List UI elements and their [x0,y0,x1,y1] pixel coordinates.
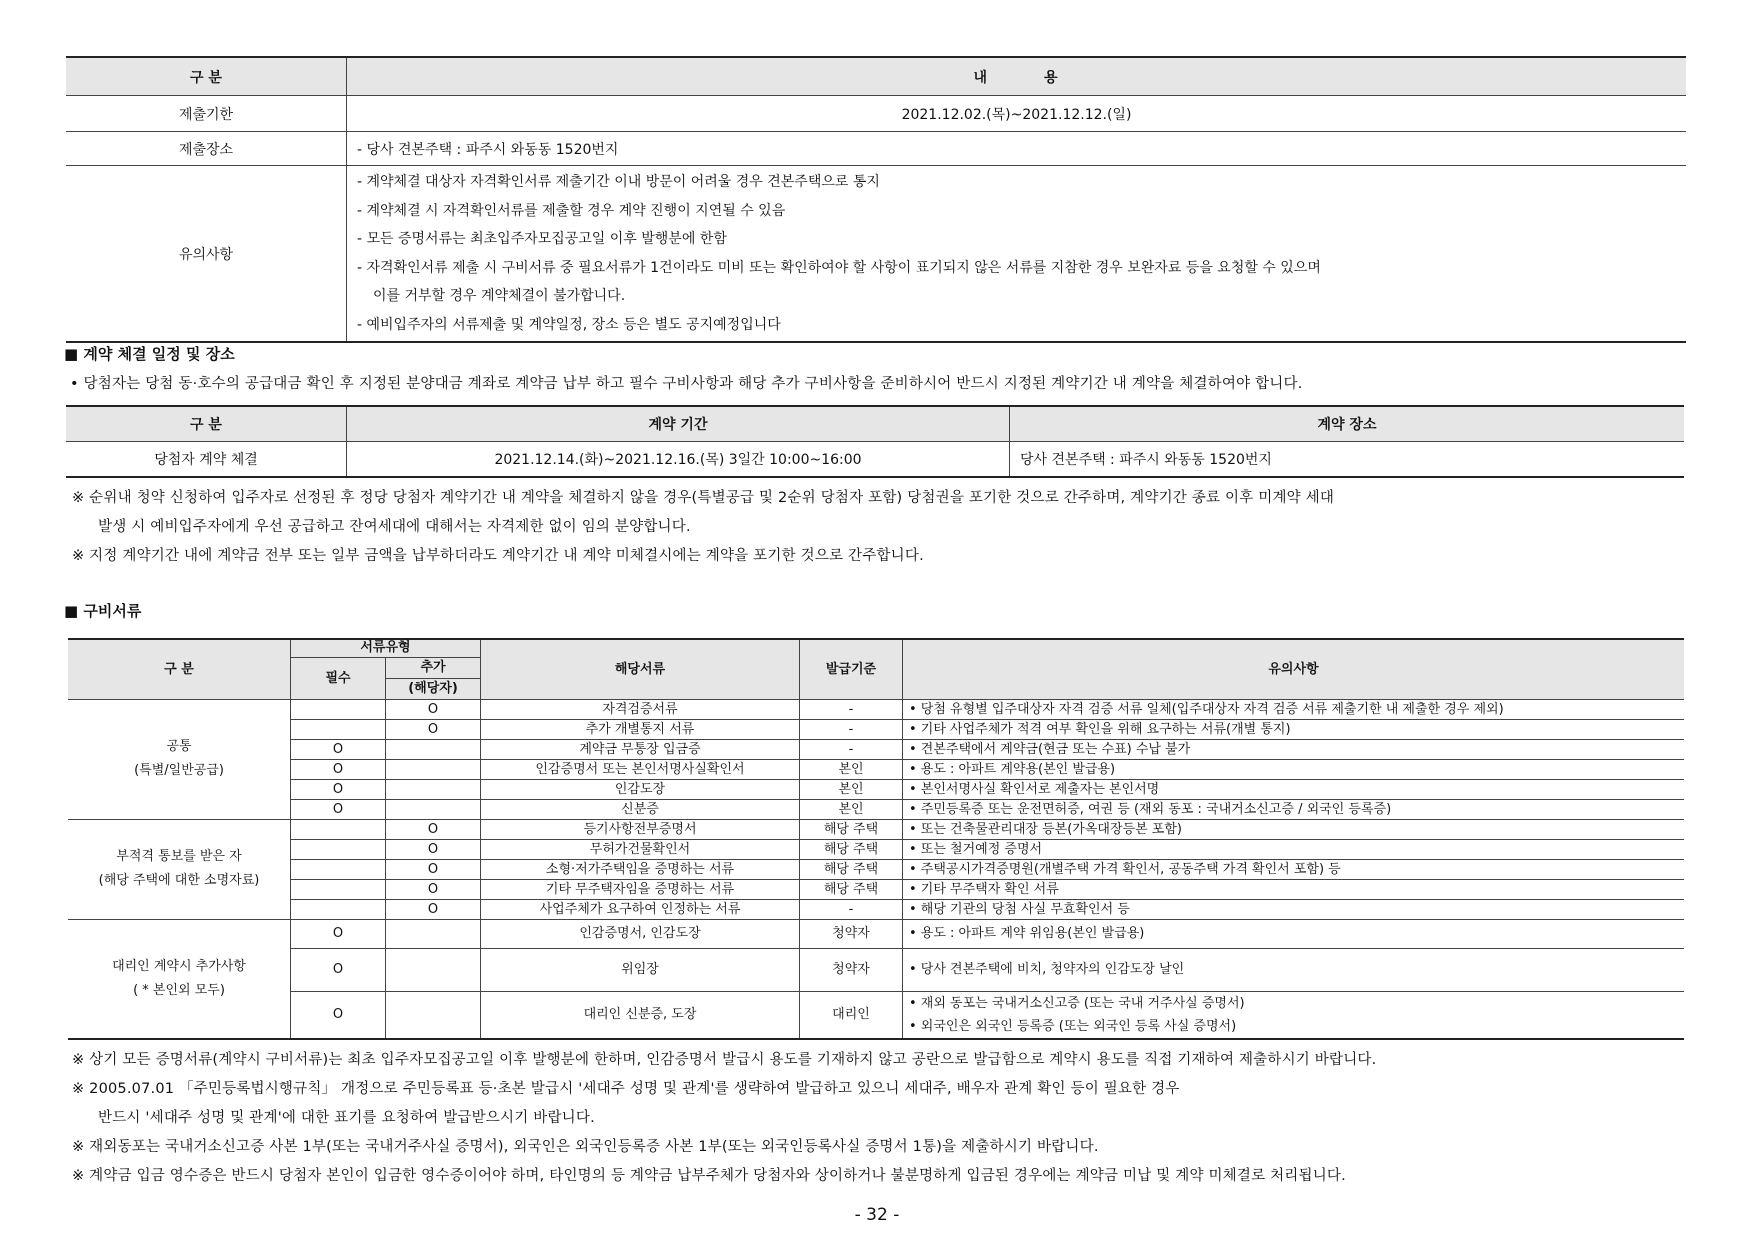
deadline-label: 제출기한 [66,96,347,132]
group-ineligible [68,819,291,919]
issue-basis: - [800,699,903,719]
header-extra: 추가 [386,657,481,678]
row-place: 당사 견본주택 : 파주시 와동동 1520번지 [1010,442,1685,478]
required-mark: O [291,759,386,779]
extra-mark [386,779,481,799]
document-note: • 당사 견본주택에 비치, 청약자의 인감도장 날인 [903,948,1685,991]
note-line: - 모든 증명서류는 최초입주자모집공고일 이후 발행분에 한함 [357,231,727,247]
issue-basis: 청약자 [800,948,903,991]
header-doc: 해당서류 [481,639,800,699]
document-name: 위임장 [481,948,800,991]
notes-label: 유의사항 [66,166,347,343]
document-note: • 주민등록증 또는 운전면허증, 여권 등 (재외 동포 : 국내거소신고증 / 외국인 등록증) [903,799,1685,819]
document-name: 등기사항전부증명서 [481,819,800,839]
document-name: 무허가건물확인서 [481,839,800,859]
document-note: • 당첨 유형별 입주대상자 자격 검증 서류 일체(입주대상자 자격 검증 서류 제출기한 내 제출한 경우 제외) [903,699,1685,719]
page-number: - 32 - [854,1205,900,1225]
required-mark [291,699,386,719]
document-name: 기타 무주택자임을 증명하는 서류 [481,879,800,899]
extra-mark: O [386,699,481,719]
extra-mark [386,919,481,948]
document-notes [72,1046,1376,1191]
section-title-contract: ■ 계약 체결 일정 및 장소 [64,345,235,363]
header-required: 필수 [291,657,386,699]
document-name: 신분증 [481,799,800,819]
document-name: 계약금 무통장 입금증 [481,739,800,759]
group-sublabel: ( * 본인외 모두) [133,982,225,998]
document-note: • 기타 사업주체가 적격 여부 확인을 위해 요구하는 서류(개별 통지) [903,719,1685,739]
header-note: 유의사항 [903,639,1685,699]
group-sublabel: (특별/일반공급) [134,763,224,778]
header-category: 구 분 [66,57,347,96]
required-documents-table [68,638,1684,1040]
required-mark [291,879,386,899]
row-category: 당첨자 계약 체결 [66,442,347,478]
document-note: • 용도 : 아파트 계약 위임용(본인 발급용) [903,919,1685,948]
header-content: 내 용 [347,57,1687,96]
note-line: • 재외 동포는 국내거소신고증 (또는 국내 거주사실 증명서) [909,995,1245,1011]
document-note: • 견본주택에서 계약금(현금 또는 수표) 수납 불가 [903,739,1685,759]
header-period: 계약 기간 [347,406,1010,442]
header-extra-target: (해당자) [386,678,481,699]
extra-mark: O [386,879,481,899]
issue-basis: 본인 [800,799,903,819]
document-name: 대리인 신분증, 도장 [481,991,800,1039]
note-line: ※ 계약금 입금 영수증은 반드시 당첨자 본인이 입금한 영수증이어야 하며, 타인명의 등 계약금 납부주체가 당첨자와 상이하거나 불분명하게 입금된 경우에는 계약금 미납 및 계약 미체결로 처리됩니다. [72,1168,1346,1184]
extra-mark: O [386,719,481,739]
issue-basis: 청약자 [800,919,903,948]
note-line: - 계약체결 시 자격확인서류를 제출할 경우 계약 진행이 지연될 수 있음 [357,202,786,219]
required-mark: O [291,779,386,799]
group-sublabel: (해당 주택에 대한 소명자료) [98,873,260,888]
extra-mark [386,799,481,819]
contract-schedule-table [66,405,1684,478]
issue-basis: 해당 주택 [800,879,903,899]
document-note: • 용도 : 아파트 계약용(본인 발급용) [903,759,1685,779]
note-line: ※ 상기 모든 증명서류(계약시 구비서류)는 최초 입주자모집공고일 이후 발행분에 한하며, 인감증명서 발급시 용도를 기재하지 않고 공란으로 발급함으로 계약시 용도를 직접 기재하여 제출하시기 바랍니다. [72,1052,1377,1068]
issue-basis: - [800,899,903,919]
issue-basis: 해당 주택 [800,839,903,859]
issue-basis: - [800,719,903,739]
required-mark: O [291,739,386,759]
issue-basis: 해당 주택 [800,859,903,879]
issue-basis: 해당 주택 [800,819,903,839]
document-name: 사업주체가 요구하여 인정하는 서류 [481,899,800,919]
extra-mark [386,991,481,1039]
required-mark [291,839,386,859]
extra-mark [386,759,481,779]
document-note: • 또는 건축물관리대장 등본(가옥대장등본 포함) [903,819,1685,839]
document-note: • 주택공시가격증명원(개별주택 가격 확인서, 공동주택 가격 확인서 포함) 등 [903,859,1685,879]
place-value: - 당사 견본주택 : 파주시 와동동 1520번지 [347,132,1687,166]
document-name: 인감증명서, 인감도장 [481,919,800,948]
row-period: 2021.12.14.(화)~2021.12.16.(목) 3일간 10:00~16:00 [347,442,1010,478]
note-line: 이를 거부할 경우 계약체결이 불가합니다. [373,288,626,304]
group-label: 부적격 통보를 받은 자 [116,849,242,864]
required-mark [291,859,386,879]
note-line: ※ 2005.07.01 「주민등록법시행규칙」 개정으로 주민등록표 등·초본 발급시 '세대주 성명 및 관계'를 생략하여 발급하고 있으니 세대주, 배우자 관계 확인 등이 필요한 경우 [72,1081,1180,1097]
document-note [903,991,1685,1039]
issue-basis: 대리인 [800,991,903,1039]
deadline-value: 2021.12.02.(목)~2021.12.12.(일) [347,96,1687,132]
required-mark: O [291,948,386,991]
document-note: • 기타 무주택자 확인 서류 [903,879,1685,899]
place-label: 제출장소 [66,132,347,166]
note-line: 반드시 '세대주 성명 및 관계'에 대한 표기를 요청하여 발급받으시기 바랍니다. [98,1110,595,1126]
document-name: 인감증명서 또는 본인서명사실확인서 [481,759,800,779]
required-mark [291,899,386,919]
issue-basis: - [800,739,903,759]
note-line: • 외국인은 외국인 등록증 (또는 외국인 등록 사실 증명서) [909,1018,1237,1034]
extra-mark: O [386,899,481,919]
extra-mark: O [386,859,481,879]
group-label: 공통 [166,739,192,754]
required-mark: O [291,919,386,948]
section-title-documents: ■ 구비서류 [64,602,142,620]
note-line: ※ 지정 계약기간 내에 계약금 전부 또는 일부 금액을 납부하더라도 계약기간 내 계약 미체결시에는 계약을 포기한 것으로 간주합니다. [72,548,924,564]
header-category: 구 분 [66,406,347,442]
extra-mark: O [386,839,481,859]
document-note: • 해당 기관의 당첨 사실 무효확인서 등 [903,899,1685,919]
issue-basis: 본인 [800,779,903,799]
document-name: 소형·저가주택임을 증명하는 서류 [481,859,800,879]
document-name: 자격검증서류 [481,699,800,719]
document-note: • 본인서명사실 확인서로 제출자는 본인서명 [903,779,1685,799]
required-mark: O [291,991,386,1039]
note-line: ※ 재외동포는 국내거소신고증 사본 1부(또는 국내거주사실 증명서), 외국인은 외국인등록증 사본 1부(또는 외국인등록사실 증명서 1통)을 제출하시기 바랍니다. [72,1139,1099,1155]
header-category: 구 분 [68,639,291,699]
group-label: 대리인 계약시 추가사항 [112,958,246,974]
contract-notes [72,484,1334,571]
note-line: - 자격확인서류 제출 시 구비서류 중 필요서류가 1건이라도 미비 또는 확인하여야 할 사항이 표기되지 않은 서류를 지참한 경우 보완자료 등을 요청할 수 있으며 [357,259,1321,276]
notes-list [347,166,1687,343]
submission-table [66,56,1686,343]
extra-mark: O [386,819,481,839]
header-issue: 발급기준 [800,639,903,699]
extra-mark [386,948,481,991]
note-line: 발생 시 예비입주자에게 우선 공급하고 잔여세대에 대해서는 자격제한 없이 임의 분양합니다. [98,519,691,535]
required-mark [291,719,386,739]
note-line: - 계약체결 대상자 자격확인서류 제출기간 이내 방문이 어려울 경우 견본주택으로 통지 [357,174,880,190]
group-proxy [68,919,291,1039]
required-mark [291,819,386,839]
note-line: ※ 순위내 청약 신청하여 입주자로 선정된 후 정당 당첨자 계약기간 내 계약을 체결하지 않을 경우(특별공급 및 2순위 당첨자 포함) 당첨권을 포기한 것으로 간주하며, 계약기간 종료 이후 미계약 세대 [72,490,1335,506]
header-type: 서류유형 [291,639,481,657]
issue-basis: 본인 [800,759,903,779]
document-name: 인감도장 [481,779,800,799]
group-common [68,699,291,819]
contract-bullet: • 당첨자는 당첨 동·호수의 공급대금 확인 후 지정된 분양대금 계좌로 계약금 납부 하고 필수 구비사항과 해당 추가 구비사항을 준비하시어 반드시 지정된 계약기간 내 계약을 체결하여야 합니다. [70,376,1303,392]
note-line: - 예비입주자의 서류제출 및 계약일정, 장소 등은 별도 공지예정입니다 [357,316,781,333]
header-place: 계약 장소 [1010,406,1685,442]
document-note: • 또는 철거예정 증명서 [903,839,1685,859]
required-mark: O [291,799,386,819]
document-name: 추가 개별통지 서류 [481,719,800,739]
extra-mark [386,739,481,759]
